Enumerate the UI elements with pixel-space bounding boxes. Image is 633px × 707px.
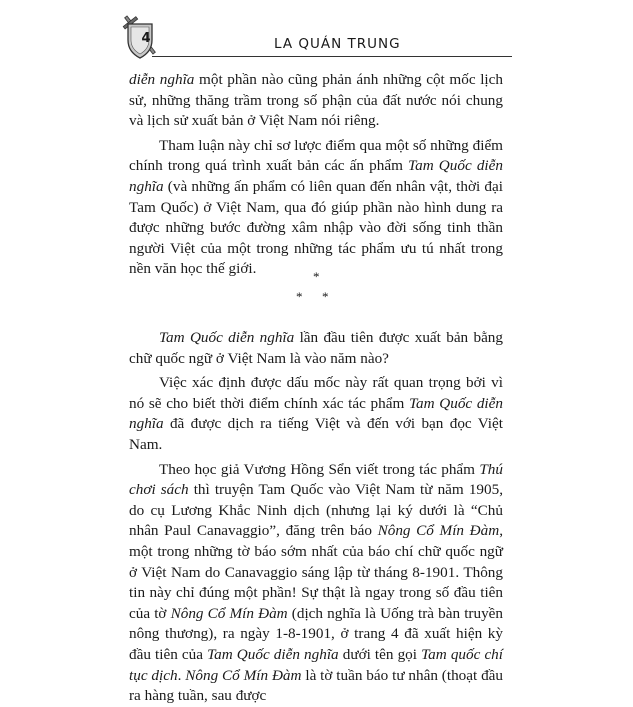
paragraph bbox=[129, 70, 503, 132]
header-rule bbox=[152, 56, 512, 57]
text-run: thì truyện Tam Quốc vào Việt Nam từ năm 1905, do cụ Lương Khắc Ninh dịch (nhưng lại ký dưới là “Chủ nhân Paul Canavaggio”, đăng trên báo bbox=[129, 481, 504, 540]
separator-star: * bbox=[313, 269, 320, 284]
paragraph bbox=[129, 373, 503, 455]
text-run: , một trong những tờ báo sớm nhất của báo chí chữ quốc ngữ ở Việt Nam do Canavaggio sáng lập từ tháng 8-1901. Thông tin này chỉ đúng một phần! Sự thật là ngay trong số đầu tiên của tờ bbox=[129, 522, 503, 622]
running-title: LA QUÁN TRUNG bbox=[274, 36, 401, 52]
italic-text-run: diễn nghĩa bbox=[129, 71, 195, 88]
italic-text-run: Nông Cổ Mín Đàm bbox=[377, 522, 500, 540]
text-run: (và những ấn phẩm có liên quan đến nhân vật, thời đại Tam Quốc) ở Việt Nam, qua đó giúp phần nào hình dung ra được những bước đường xâm nhập vào đời sống tinh thần người Việt của một trong những tác phẩm ưu tú nhất trong nền văn học thế giới. bbox=[129, 177, 503, 278]
text-run: Tham luận này chỉ sơ lược điểm qua một số những điểm chính trong quá trình xuất bản các ấn phẩm bbox=[129, 136, 503, 175]
text-run: đã được dịch ra tiếng Việt và đến với bạn đọc Việt Nam. bbox=[129, 415, 503, 453]
paragraph bbox=[129, 460, 503, 707]
italic-text-run: Thú chơi sách bbox=[129, 460, 503, 499]
italic-text-run: Tam Quốc diễn nghĩa bbox=[129, 157, 503, 195]
italic-text-run: Nông Cổ Mín Đàm bbox=[170, 604, 288, 622]
text-run: (dịch nghĩa là Uống trà bàn truyền nông thương), ra ngày 1-8-1901, ở trang 4 đã xuất hiện kỳ đầu tiên của bbox=[129, 604, 504, 663]
italic-text-run: Tam quốc chí tục dịch bbox=[129, 645, 503, 684]
italic-text-run: Tam Quốc diễn nghĩa bbox=[159, 329, 295, 346]
italic-text-run: Nông Cổ Mín Đàm bbox=[185, 666, 302, 684]
separator-star: * bbox=[296, 289, 303, 304]
page-header bbox=[0, 0, 633, 70]
page-number: 4 bbox=[141, 31, 151, 46]
text-run: là tờ tuần báo tư nhân (thoạt đầu ra hàng tuần, sau được bbox=[129, 666, 504, 705]
text-run: . bbox=[177, 666, 186, 684]
text-run: Việc xác định được dấu mốc này rất quan trọng bởi vì nó sẽ cho biết thời điểm chính xác tác phẩm bbox=[129, 374, 503, 412]
text-block-2 bbox=[129, 328, 503, 707]
text-run: lần đầu tiên được xuất bản bằng chữ quốc ngữ ở Việt Nam là vào năm nào? bbox=[129, 329, 503, 367]
italic-text-run: Tam Quốc diễn nghĩa bbox=[207, 645, 339, 663]
text-run: dưới tên gọi bbox=[338, 645, 422, 663]
text-block-1 bbox=[129, 70, 503, 280]
italic-text-run: Tam Quốc diễn nghĩa bbox=[129, 394, 503, 433]
separator-star: * bbox=[322, 289, 329, 304]
text-run: một phần nào cũng phản ánh những cột mốc lịch sử, những thăng trầm trong số phận của đất nước nói chung và lịch sử xuất bản ở Việt Nam nói riêng. bbox=[129, 71, 503, 130]
paragraph bbox=[129, 136, 503, 280]
text-run: Theo học giả Vương Hồng Sển viết trong tác phẩm bbox=[159, 460, 480, 478]
paragraph bbox=[129, 328, 503, 369]
